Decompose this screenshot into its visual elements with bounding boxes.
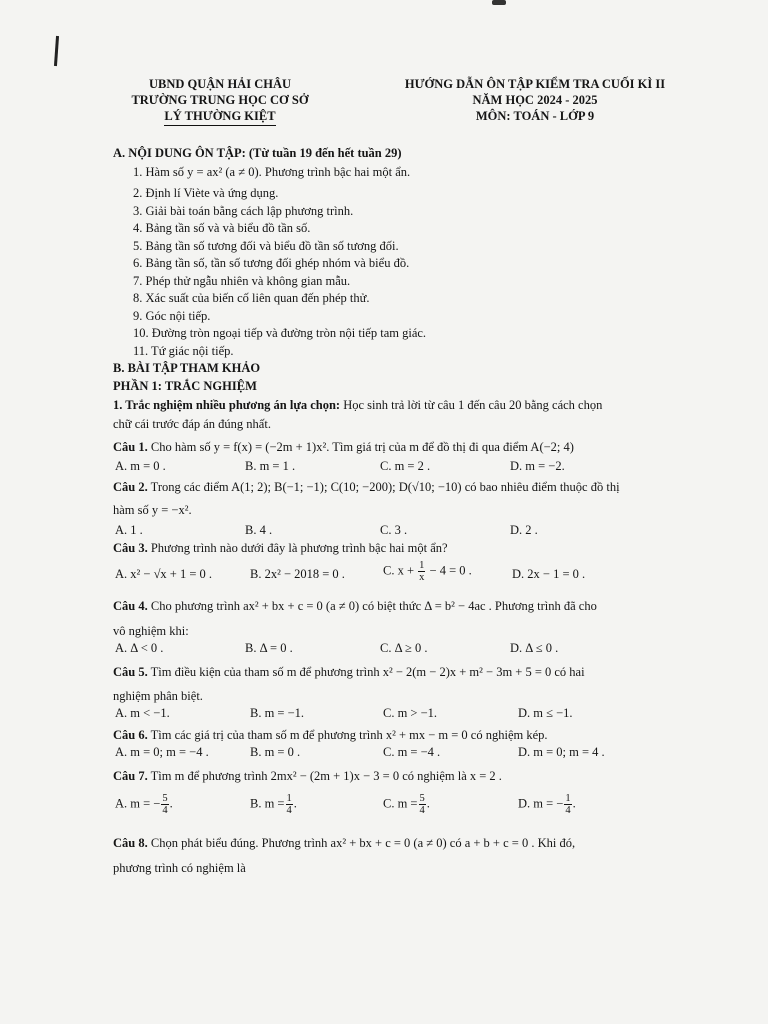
- option-c: C. 3 .: [380, 523, 408, 537]
- fraction: [419, 793, 426, 816]
- option-b: B. m = 0 .: [250, 745, 301, 759]
- fraction: [564, 793, 571, 816]
- instructions-line2: chữ cái trước đáp án đúng nhất.: [113, 417, 271, 431]
- option-c: C. m = 2 .: [380, 459, 431, 473]
- fraction-denominator: x: [419, 572, 425, 583]
- part1-heading: PHẦN 1: TRẮC NGHIỆM: [113, 379, 257, 393]
- fraction-denominator: 4: [419, 805, 425, 816]
- option-c: C. m = −4 .: [383, 745, 441, 759]
- fraction-numerator: 1: [419, 560, 425, 571]
- fraction-denominator: 4: [286, 805, 292, 816]
- option-a: A. m = − $\frac{5}{4}$ .: [115, 793, 173, 816]
- question-4: [113, 598, 597, 614]
- question-text: Tìm các giá trị của tham số m để phương trình x² + mx − m = 0 có nghiệm kép.: [147, 728, 548, 742]
- question-label: Câu 5.: [113, 665, 148, 679]
- fraction: [286, 793, 293, 816]
- fraction: [418, 560, 425, 583]
- option-text: C. m =: [383, 796, 418, 811]
- option-b: B. 4 .: [245, 523, 273, 537]
- fraction-denominator: 4: [162, 805, 168, 816]
- question-label: Câu 8.: [113, 836, 148, 850]
- question-text-cont: phương trình có nghiệm là: [113, 861, 246, 875]
- option-a: A. m < −1.: [115, 706, 170, 720]
- option-d: D. m ≤ −1.: [518, 706, 573, 720]
- option-a: A. 1 .: [115, 523, 143, 537]
- option-c-part1: C. x +: [383, 563, 415, 578]
- question-text: Tìm m để phương trình 2mx² − (2m + 1)x − 3 = 0 có nghiệm là x = 2 .: [147, 769, 502, 783]
- school-year: NĂM HỌC 2024 - 2025: [472, 93, 598, 107]
- topic-item: 6. Bảng tần số, tần số tương đối ghép nhóm và biểu đồ.: [133, 256, 410, 270]
- topic-item: 5. Bảng tần số tương đối và biểu đồ tần số tương đối.: [133, 239, 399, 253]
- topic-item: 7. Phép thử ngẫu nhiên và không gian mẫu.: [133, 274, 351, 288]
- scan-spot: [492, 0, 506, 5]
- option-b: B. 2x² − 2018 = 0 .: [250, 567, 345, 581]
- option-b: B. Δ = 0 .: [245, 641, 293, 655]
- option-text: A. m = −: [115, 796, 161, 811]
- question-label: Câu 2.: [113, 480, 148, 494]
- question-text-cont: vô nghiệm khi:: [113, 624, 189, 638]
- topic-item: 9. Góc nội tiếp.: [133, 309, 211, 323]
- question-text: Cho phương trình ax² + bx + c = 0 (a ≠ 0) có biệt thức Δ = b² − 4ac . Phương trình đã cho: [147, 599, 597, 613]
- option-a: A. Δ < 0 .: [115, 641, 164, 655]
- question-text-cont: hàm số y = −x².: [113, 503, 192, 517]
- school-name: LÝ THƯỜNG KIỆT: [164, 108, 275, 126]
- option-d: D. m = −2.: [510, 459, 565, 473]
- question-1: [113, 439, 574, 455]
- option-c: C. m > −1.: [383, 706, 438, 720]
- fraction-denominator: 4: [565, 805, 571, 816]
- fraction-numerator: 5: [162, 793, 168, 804]
- school-type: TRƯỜNG TRUNG HỌC CƠ SỞ: [131, 93, 309, 107]
- fraction-numerator: 1: [565, 793, 571, 804]
- subject-grade: MÔN: TOÁN - LỚP 9: [475, 109, 595, 123]
- district-name: UBND QUẬN HẢI CHÂU: [148, 77, 292, 91]
- fraction-numerator: 5: [419, 793, 425, 804]
- option-d: D. 2 .: [510, 523, 538, 537]
- instructions-label: 1. Trắc nghiệm nhiều phương án lựa chọn:: [113, 398, 341, 412]
- option-text: B. m =: [250, 796, 285, 811]
- fraction-numerator: 1: [286, 793, 292, 804]
- question-text-cont: nghiệm phân biệt.: [113, 689, 203, 703]
- option-b: B. m = $\frac{1}{4}$ .: [250, 793, 297, 816]
- question-8: [113, 835, 575, 851]
- question-5: [113, 664, 585, 680]
- topic-item: 10. Đường tròn ngoại tiếp và đường tròn nội tiếp tam giác.: [133, 326, 427, 340]
- option-d: D. 2x − 1 = 0 .: [512, 567, 586, 581]
- topic-item: 3. Giải bài toán bằng cách lập phương trình.: [133, 204, 354, 218]
- topic-item: 1. Hàm số y = ax² (a ≠ 0). Phương trình bậc hai một ẩn.: [133, 165, 411, 179]
- topic-item: 2. Định lí Viète và ứng dụng.: [133, 186, 279, 200]
- topic-item: 8. Xác suất của biến cố liên quan đến phép thử.: [133, 291, 370, 305]
- section-b-heading: B. BÀI TẬP THAM KHẢO: [113, 361, 261, 375]
- section-a-heading: A. NỘI DUNG ÔN TẬP: (Từ tuần 19 đến hết tuần 29): [113, 146, 402, 160]
- option-c: C. m = $\frac{5}{4}$ .: [383, 793, 430, 816]
- question-label: Câu 7.: [113, 769, 148, 783]
- option-c-part2: − 4 = 0 .: [429, 563, 472, 578]
- option-d: D. m = 0; m = 4 .: [518, 745, 605, 759]
- question-2: [113, 479, 620, 495]
- option-a: A. x² − √x + 1 = 0 .: [115, 567, 213, 581]
- topic-item: 4. Bảng tần số và và biểu đồ tần số.: [133, 221, 311, 235]
- option-c: [383, 560, 472, 583]
- document-title-block: [375, 76, 695, 124]
- option-a: A. m = 0; m = −4 .: [115, 745, 209, 759]
- option-d: D. Δ ≤ 0 .: [510, 641, 559, 655]
- option-b: B. m = −1.: [250, 706, 305, 720]
- pen-mark: [54, 36, 59, 66]
- question-text: Phương trình nào dưới đây là phương trình bậc hai một ẩn?: [147, 541, 448, 555]
- question-label: Câu 4.: [113, 599, 148, 613]
- question-label: Câu 3.: [113, 541, 148, 555]
- option-d: D. m = − $\frac{1}{4}$ .: [518, 793, 576, 816]
- question-text: Cho hàm số y = f(x) = (−2m + 1)x². Tìm giá trị của m để đồ thị đi qua điểm A(−2; 4): [147, 440, 574, 454]
- question-6: [113, 727, 548, 743]
- question-text: Trong các điểm A(1; 2); B(−1; −1); C(10; −200); D(√10; −10) có bao nhiêu điểm thuộc đồ thị: [147, 480, 620, 494]
- option-a: A. m = 0 .: [115, 459, 166, 473]
- question-7: [113, 768, 502, 784]
- instructions-text: Học sinh trả lời từ câu 1 đến câu 20 bằng cách chọn: [340, 398, 603, 412]
- question-label: Câu 1.: [113, 440, 148, 454]
- school-header: [105, 76, 335, 126]
- fraction: [161, 793, 168, 816]
- option-c: C. Δ ≥ 0 .: [380, 641, 428, 655]
- document-title: HƯỚNG DẪN ÔN TẬP KIỂM TRA CUỐI KÌ II: [404, 77, 666, 91]
- question-text: Chọn phát biểu đúng. Phương trình ax² + bx + c = 0 (a ≠ 0) có a + b + c = 0 . Khi đó,: [147, 836, 576, 850]
- instructions: [113, 397, 602, 413]
- option-text: D. m = −: [518, 796, 564, 811]
- question-label: Câu 6.: [113, 728, 148, 742]
- question-text: Tìm điều kiện của tham số m để phương trình x² − 2(m − 2)x + m² − 3m + 5 = 0 có hai: [147, 665, 585, 679]
- topic-item: 11. Tứ giác nội tiếp.: [133, 344, 234, 358]
- option-b: B. m = 1 .: [245, 459, 296, 473]
- question-3: [113, 540, 448, 556]
